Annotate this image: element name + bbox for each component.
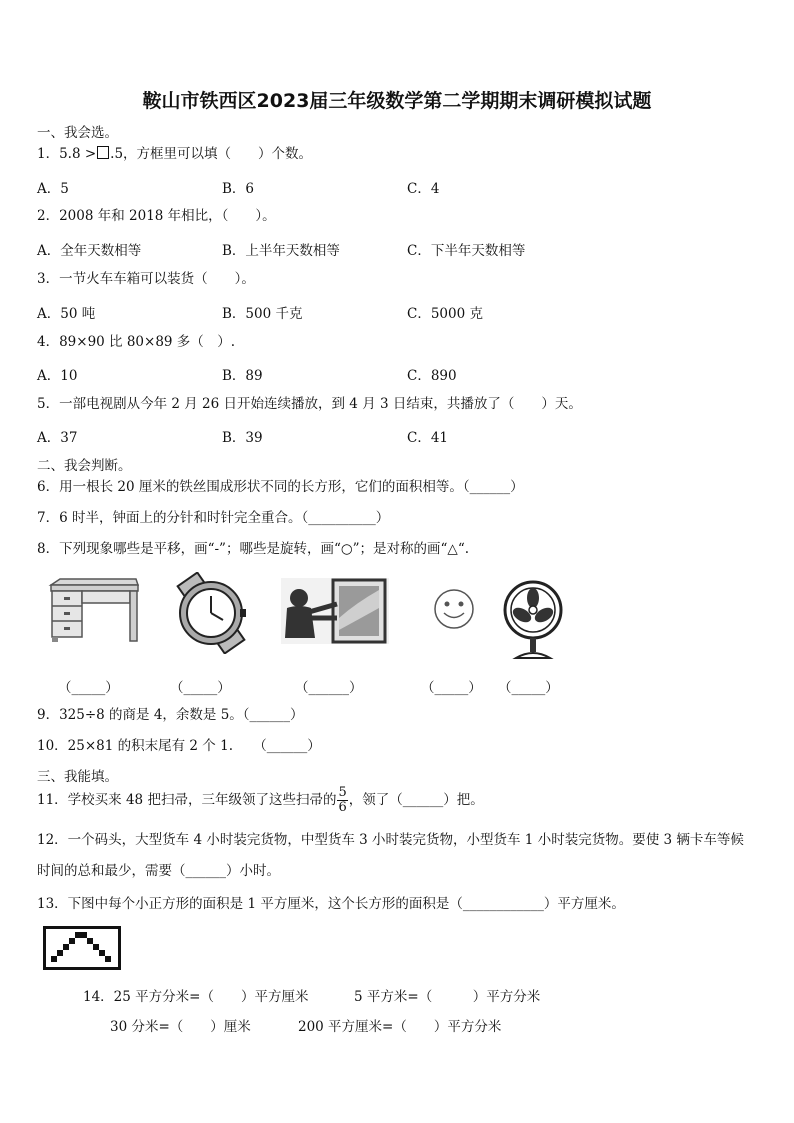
q1-option-b: B．6 — [222, 181, 255, 197]
q5-option-c: C．41 — [407, 430, 449, 446]
question-9: 9．325÷8 的商是 4，余数是 5。（______） — [37, 707, 304, 723]
question-3: 3．一节火车车箱可以装货（ ）。 — [37, 271, 255, 287]
question-6: 6．用一根长 20 厘米的铁丝围成形状不同的长方形，它们的面积相等。（______） — [37, 479, 524, 495]
question-1-number: 1． — [37, 146, 60, 162]
question-4: 4．89×90 比 80×89 多（ ）. — [37, 334, 236, 350]
section-heading-3: 三、我能填。 — [37, 769, 118, 785]
page-title: 鞍山市铁西区2023届三年级数学第二学期期末调研模拟试题 — [142, 90, 652, 112]
q2-option-b: B．上半年天数相等 — [222, 243, 340, 259]
q4-option-a: A．10 — [37, 368, 78, 384]
square-box-icon — [97, 146, 109, 159]
question-11-pre: 11．学校买来 48 把扫帚，三年级领了这些扫帚的 — [37, 792, 337, 808]
question-10: 10．25×81 的积末尾有 2 个 1. （______） — [37, 738, 321, 754]
question-13: 13．下图中每个小正方形的面积是 1 平方厘米，这个长方形的面积是（____________）平方厘米。 — [37, 896, 625, 912]
q5-option-b: B．39 — [222, 430, 263, 446]
question-11-post: ，领了（______）把。 — [348, 792, 484, 808]
desk-icon — [48, 575, 140, 645]
q4-option-c: C．890 — [407, 368, 457, 384]
question-11 — [37, 786, 484, 815]
q8-blank-4[interactable]: （_____） — [421, 680, 482, 696]
fraction — [337, 786, 347, 815]
question-1-post: .5，方框里可以填（ ）个数。 — [110, 146, 313, 162]
rectangle-grid-figure — [43, 926, 121, 970]
question-1 — [37, 145, 312, 163]
watch-icon — [165, 572, 257, 654]
fan-icon — [502, 580, 564, 660]
q8-blank-5[interactable]: （_____） — [498, 680, 559, 696]
question-14-d: 200 平方厘米=（ ）平方分米 — [298, 1019, 502, 1035]
question-1-pre: 5.8 > — [59, 146, 97, 162]
q2-option-a: A．全年天数相等 — [37, 243, 142, 259]
question-5: 5．一部电视剧从今年 2 月 26 日开始连续播放，到 4 月 3 日结束，共播放了（ ）天。 — [37, 396, 582, 412]
question-12-line-2: 时间的总和最少，需要（______）小时。 — [37, 863, 280, 879]
q2-option-c: C．下半年天数相等 — [407, 243, 526, 259]
q1-option-c: C．4 — [407, 181, 440, 197]
q8-blank-3[interactable]: （______） — [295, 680, 363, 696]
question-8: 8．下列现象哪些是平移，画“-”；哪些是旋转，画“○”；是对称的画“△“. — [37, 541, 470, 557]
question-12-line-1: 12．一个码头，大型货车 4 小时装完货物，中型货车 3 小时装完货物，小型货车 1 小时装完货物。要使 3 辆卡车等候 — [37, 832, 744, 848]
question-14-b: 5 平方米=（ ）平方分米 — [354, 989, 541, 1005]
q8-blank-2[interactable]: （_____） — [170, 680, 231, 696]
question-7: 7．6 时半，钟面上的分针和时针完全重合。（__________） — [37, 510, 390, 526]
question-2: 2．2008 年和 2018 年相比，（ ）。 — [37, 208, 276, 224]
q3-option-c: C．5000 克 — [407, 306, 483, 322]
section-heading-2: 二、我会判断。 — [37, 458, 132, 474]
question-14-a: 14．25 平方分米=（ ）平方厘米 — [83, 989, 309, 1005]
fraction-denominator: 6 — [338, 800, 347, 815]
question-14-c: 30 分米=（ ）厘米 — [110, 1019, 251, 1035]
fraction-numerator: 5 — [338, 785, 347, 800]
window-push-icon — [281, 578, 389, 644]
q5-option-a: A．37 — [37, 430, 78, 446]
q3-option-a: A．50 吨 — [37, 306, 96, 322]
smiley-icon — [433, 588, 475, 630]
q8-blank-1[interactable]: （_____） — [58, 680, 119, 696]
q1-option-a: A．5 — [37, 181, 69, 197]
q4-option-b: B．89 — [222, 368, 263, 384]
section-heading-1: 一、我会选。 — [37, 125, 118, 141]
q3-option-b: B．500 千克 — [222, 306, 303, 322]
